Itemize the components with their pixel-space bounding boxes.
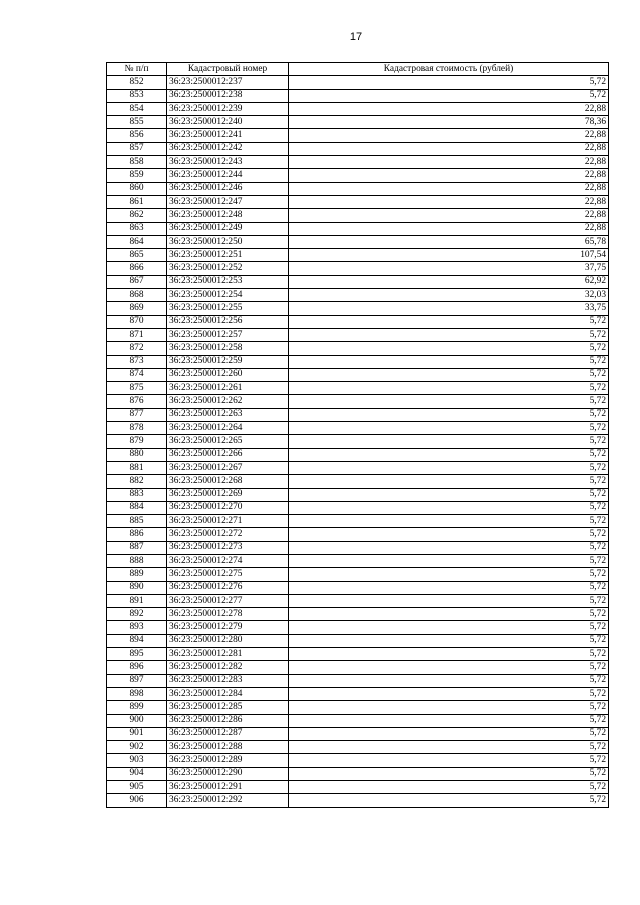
cadastral-number-cell: 36:23:2500012:272 <box>167 528 289 541</box>
cadastral-number-cell: 36:23:2500012:268 <box>167 475 289 488</box>
cadastral-value-cell: 78,36 <box>289 116 609 129</box>
cadastral-value-cell: 22,88 <box>289 156 609 169</box>
row-number-cell: 900 <box>107 714 167 727</box>
cadastral-number-cell: 36:23:2500012:251 <box>167 249 289 262</box>
row-number-cell: 903 <box>107 754 167 767</box>
cadastral-value-cell: 5,72 <box>289 701 609 714</box>
cadastral-value-cell: 5,72 <box>289 422 609 435</box>
table-row <box>107 169 609 182</box>
cadastral-number-cell: 36:23:2500012:282 <box>167 661 289 674</box>
cadastral-value-cell: 5,72 <box>289 515 609 528</box>
row-number-cell: 866 <box>107 262 167 275</box>
table-row <box>107 156 609 169</box>
row-number-cell: 889 <box>107 568 167 581</box>
row-number-cell: 858 <box>107 156 167 169</box>
cadastral-value-cell: 5,72 <box>289 488 609 501</box>
cadastral-value-cell: 22,88 <box>289 209 609 222</box>
table-row <box>107 475 609 488</box>
cadastral-number-cell: 36:23:2500012:283 <box>167 674 289 687</box>
row-number-cell: 891 <box>107 594 167 607</box>
cadastral-value-cell: 5,72 <box>289 368 609 381</box>
cadastral-value-cell: 5,72 <box>289 355 609 368</box>
cadastral-number-cell: 36:23:2500012:257 <box>167 328 289 341</box>
row-number-cell: 879 <box>107 435 167 448</box>
cadastral-value-cell: 5,72 <box>289 382 609 395</box>
cadastral-number-cell: 36:23:2500012:279 <box>167 621 289 634</box>
table-row <box>107 594 609 607</box>
cadastral-number-cell: 36:23:2500012:239 <box>167 102 289 115</box>
row-number-cell: 854 <box>107 102 167 115</box>
row-number-cell: 865 <box>107 249 167 262</box>
table-row <box>107 754 609 767</box>
row-number-cell: 864 <box>107 235 167 248</box>
table-row <box>107 382 609 395</box>
cadastral-value-cell: 107,54 <box>289 249 609 262</box>
table-row <box>107 488 609 501</box>
table-row <box>107 767 609 780</box>
cadastral-value-cell: 5,72 <box>289 674 609 687</box>
cadastral-number-cell: 36:23:2500012:274 <box>167 554 289 567</box>
table-row <box>107 249 609 262</box>
row-number-cell: 898 <box>107 687 167 700</box>
table-row <box>107 222 609 235</box>
row-number-cell: 860 <box>107 182 167 195</box>
table-row <box>107 395 609 408</box>
cadastral-number-cell: 36:23:2500012:265 <box>167 435 289 448</box>
cadastral-value-cell: 5,72 <box>289 554 609 567</box>
cadastral-number-cell: 36:23:2500012:260 <box>167 368 289 381</box>
table-body <box>107 76 609 807</box>
cadastral-value-cell: 5,72 <box>289 89 609 102</box>
cadastral-value-cell: 5,72 <box>289 714 609 727</box>
table-row <box>107 714 609 727</box>
cadastral-number-cell: 36:23:2500012:264 <box>167 422 289 435</box>
cadastral-number-cell: 36:23:2500012:242 <box>167 142 289 155</box>
cadastral-value-cell: 5,72 <box>289 661 609 674</box>
cadastral-number-cell: 36:23:2500012:266 <box>167 448 289 461</box>
table-row <box>107 541 609 554</box>
cadastral-number-cell: 36:23:2500012:263 <box>167 408 289 421</box>
cadastral-value-cell: 5,72 <box>289 621 609 634</box>
cadastral-value-cell: 5,72 <box>289 408 609 421</box>
table-row <box>107 422 609 435</box>
cadastral-value-cell: 22,88 <box>289 129 609 142</box>
cadastral-number-cell: 36:23:2500012:288 <box>167 741 289 754</box>
table-row <box>107 302 609 315</box>
row-number-cell: 906 <box>107 794 167 807</box>
row-number-cell: 863 <box>107 222 167 235</box>
table-row <box>107 315 609 328</box>
table-row <box>107 581 609 594</box>
cadastral-value-cell: 5,72 <box>289 727 609 740</box>
table-row <box>107 554 609 567</box>
row-number-cell: 881 <box>107 461 167 474</box>
header-row <box>107 63 609 76</box>
cadastral-value-cell: 33,75 <box>289 302 609 315</box>
cadastral-number-cell: 36:23:2500012:287 <box>167 727 289 740</box>
row-number-cell: 855 <box>107 116 167 129</box>
cadastral-value-cell: 5,72 <box>289 781 609 794</box>
row-number-cell: 895 <box>107 648 167 661</box>
header-cadastral-value: Кадастровая стоимость (рублей) <box>289 63 609 76</box>
cadastral-value-cell: 5,72 <box>289 461 609 474</box>
row-number-cell: 868 <box>107 289 167 302</box>
cadastral-value-cell: 5,72 <box>289 315 609 328</box>
row-number-cell: 867 <box>107 275 167 288</box>
row-number-cell: 871 <box>107 328 167 341</box>
table-row <box>107 209 609 222</box>
cadastral-number-cell: 36:23:2500012:238 <box>167 89 289 102</box>
cadastral-number-cell: 36:23:2500012:244 <box>167 169 289 182</box>
cadastral-value-cell: 22,88 <box>289 182 609 195</box>
table-row <box>107 355 609 368</box>
table-row <box>107 89 609 102</box>
row-number-cell: 890 <box>107 581 167 594</box>
table-row <box>107 621 609 634</box>
cadastral-value-cell: 5,72 <box>289 541 609 554</box>
cadastral-value-cell: 37,75 <box>289 262 609 275</box>
cadastral-value-cell: 5,72 <box>289 568 609 581</box>
header-row-number: № п/п <box>107 63 167 76</box>
row-number-cell: 897 <box>107 674 167 687</box>
row-number-cell: 883 <box>107 488 167 501</box>
table-row <box>107 501 609 514</box>
cadastral-value-cell: 22,88 <box>289 222 609 235</box>
cadastral-number-cell: 36:23:2500012:237 <box>167 76 289 89</box>
page-number: 17 <box>349 31 363 43</box>
cadastral-number-cell: 36:23:2500012:271 <box>167 515 289 528</box>
table-row <box>107 781 609 794</box>
cadastral-value-cell: 5,72 <box>289 435 609 448</box>
cadastral-value-cell: 5,72 <box>289 687 609 700</box>
cadastral-number-cell: 36:23:2500012:270 <box>167 501 289 514</box>
table-row <box>107 515 609 528</box>
cadastral-value-cell: 5,72 <box>289 475 609 488</box>
row-number-cell: 853 <box>107 89 167 102</box>
cadastral-number-cell: 36:23:2500012:255 <box>167 302 289 315</box>
cadastral-number-cell: 36:23:2500012:273 <box>167 541 289 554</box>
table-row <box>107 701 609 714</box>
table-row <box>107 435 609 448</box>
cadastral-value-cell: 5,72 <box>289 448 609 461</box>
table-row <box>107 608 609 621</box>
row-number-cell: 869 <box>107 302 167 315</box>
cadastral-value-cell: 62,92 <box>289 275 609 288</box>
table-row <box>107 674 609 687</box>
cadastral-number-cell: 36:23:2500012:269 <box>167 488 289 501</box>
cadastral-number-cell: 36:23:2500012:290 <box>167 767 289 780</box>
cadastral-number-cell: 36:23:2500012:289 <box>167 754 289 767</box>
row-number-cell: 888 <box>107 554 167 567</box>
cadastral-value-cell: 22,88 <box>289 102 609 115</box>
cadastral-number-cell: 36:23:2500012:253 <box>167 275 289 288</box>
cadastral-number-cell: 36:23:2500012:241 <box>167 129 289 142</box>
cadastral-value-cell: 32,03 <box>289 289 609 302</box>
table-row <box>107 182 609 195</box>
cadastral-number-cell: 36:23:2500012:254 <box>167 289 289 302</box>
cadastral-value-cell: 5,72 <box>289 648 609 661</box>
table-row <box>107 448 609 461</box>
cadastral-value-cell: 5,72 <box>289 794 609 807</box>
row-number-cell: 872 <box>107 342 167 355</box>
cadastral-value-cell: 5,72 <box>289 594 609 607</box>
cadastral-number-cell: 36:23:2500012:249 <box>167 222 289 235</box>
cadastral-number-cell: 36:23:2500012:246 <box>167 182 289 195</box>
cadastral-value-cell: 5,72 <box>289 767 609 780</box>
table-row <box>107 275 609 288</box>
cadastral-value-cell: 5,72 <box>289 395 609 408</box>
row-number-cell: 874 <box>107 368 167 381</box>
row-number-cell: 857 <box>107 142 167 155</box>
table-row <box>107 727 609 740</box>
cadastral-number-cell: 36:23:2500012:277 <box>167 594 289 607</box>
cadastral-value-cell: 22,88 <box>289 195 609 208</box>
cadastral-number-cell: 36:23:2500012:247 <box>167 195 289 208</box>
row-number-cell: 859 <box>107 169 167 182</box>
cadastral-number-cell: 36:23:2500012:267 <box>167 461 289 474</box>
table-row <box>107 262 609 275</box>
table-row <box>107 368 609 381</box>
row-number-cell: 894 <box>107 634 167 647</box>
row-number-cell: 856 <box>107 129 167 142</box>
cadastral-value-cell: 5,72 <box>289 634 609 647</box>
cadastral-number-cell: 36:23:2500012:259 <box>167 355 289 368</box>
table-row <box>107 687 609 700</box>
cadastral-number-cell: 36:23:2500012:276 <box>167 581 289 594</box>
cadastral-value-cell: 5,72 <box>289 342 609 355</box>
row-number-cell: 870 <box>107 315 167 328</box>
cadastral-value-cell: 5,72 <box>289 76 609 89</box>
cadastral-number-cell: 36:23:2500012:292 <box>167 794 289 807</box>
table-row <box>107 648 609 661</box>
cadastral-value-cell: 5,72 <box>289 608 609 621</box>
table-row <box>107 129 609 142</box>
cadastral-number-cell: 36:23:2500012:285 <box>167 701 289 714</box>
cadastral-number-cell: 36:23:2500012:281 <box>167 648 289 661</box>
table-header <box>107 63 609 76</box>
cadastral-number-cell: 36:23:2500012:258 <box>167 342 289 355</box>
cadastral-number-cell: 36:23:2500012:240 <box>167 116 289 129</box>
cadastral-value-cell: 5,72 <box>289 581 609 594</box>
cadastral-number-cell: 36:23:2500012:291 <box>167 781 289 794</box>
row-number-cell: 901 <box>107 727 167 740</box>
table-row <box>107 289 609 302</box>
table-row <box>107 461 609 474</box>
row-number-cell: 875 <box>107 382 167 395</box>
table-row <box>107 528 609 541</box>
cadastral-number-cell: 36:23:2500012:278 <box>167 608 289 621</box>
row-number-cell: 878 <box>107 422 167 435</box>
cadastral-number-cell: 36:23:2500012:252 <box>167 262 289 275</box>
cadastral-number-cell: 36:23:2500012:256 <box>167 315 289 328</box>
table-row <box>107 328 609 341</box>
table-row <box>107 235 609 248</box>
cadastral-value-cell: 22,88 <box>289 142 609 155</box>
table-row <box>107 195 609 208</box>
row-number-cell: 899 <box>107 701 167 714</box>
cadastral-number-cell: 36:23:2500012:261 <box>167 382 289 395</box>
cadastral-number-cell: 36:23:2500012:248 <box>167 209 289 222</box>
cadastral-value-cell: 22,88 <box>289 169 609 182</box>
table-row <box>107 634 609 647</box>
cadastral-number-cell: 36:23:2500012:243 <box>167 156 289 169</box>
table-row <box>107 116 609 129</box>
row-number-cell: 861 <box>107 195 167 208</box>
cadastral-value-cell: 65,78 <box>289 235 609 248</box>
table-row <box>107 142 609 155</box>
row-number-cell: 877 <box>107 408 167 421</box>
cadastral-number-cell: 36:23:2500012:286 <box>167 714 289 727</box>
table-row <box>107 568 609 581</box>
cadastral-value-cell: 5,72 <box>289 741 609 754</box>
cadastral-number-cell: 36:23:2500012:280 <box>167 634 289 647</box>
row-number-cell: 885 <box>107 515 167 528</box>
row-number-cell: 862 <box>107 209 167 222</box>
row-number-cell: 892 <box>107 608 167 621</box>
table-row <box>107 76 609 89</box>
table-row <box>107 408 609 421</box>
table-row <box>107 794 609 807</box>
row-number-cell: 882 <box>107 475 167 488</box>
header-cadastral-number: Кадастровый номер <box>167 63 289 76</box>
row-number-cell: 873 <box>107 355 167 368</box>
row-number-cell: 884 <box>107 501 167 514</box>
cadastral-value-cell: 5,72 <box>289 501 609 514</box>
cadastral-value-cell: 5,72 <box>289 754 609 767</box>
row-number-cell: 896 <box>107 661 167 674</box>
cadastral-value-cell: 5,72 <box>289 328 609 341</box>
row-number-cell: 880 <box>107 448 167 461</box>
cadastral-number-cell: 36:23:2500012:275 <box>167 568 289 581</box>
row-number-cell: 904 <box>107 767 167 780</box>
row-number-cell: 905 <box>107 781 167 794</box>
table-row <box>107 342 609 355</box>
cadastral-number-cell: 36:23:2500012:284 <box>167 687 289 700</box>
cadastral-number-cell: 36:23:2500012:250 <box>167 235 289 248</box>
table-row <box>107 102 609 115</box>
table-row <box>107 741 609 754</box>
row-number-cell: 876 <box>107 395 167 408</box>
row-number-cell: 893 <box>107 621 167 634</box>
cadastral-value-table <box>106 62 609 808</box>
row-number-cell: 886 <box>107 528 167 541</box>
row-number-cell: 852 <box>107 76 167 89</box>
table-row <box>107 661 609 674</box>
cadastral-number-cell: 36:23:2500012:262 <box>167 395 289 408</box>
row-number-cell: 902 <box>107 741 167 754</box>
cadastral-value-cell: 5,72 <box>289 528 609 541</box>
row-number-cell: 887 <box>107 541 167 554</box>
